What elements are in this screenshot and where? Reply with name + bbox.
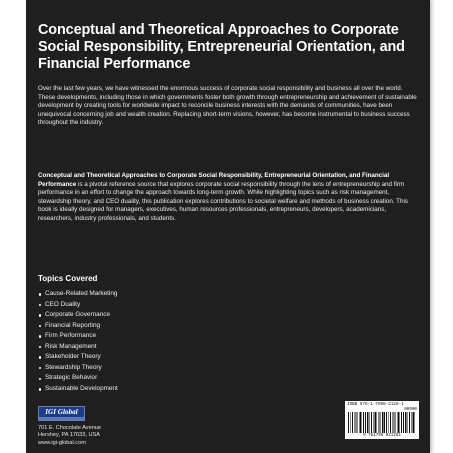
topics-list xyxy=(38,289,118,394)
description-paragraph-1: Over the last few years, we have witnessed the enormous success of corporate social responsibility and business all over the world. These developments, including those in which governments foster both growth through entrepreneurship and achievement of sustainable development by creating tools for worldwide impact to reconcile business interests with the demands of communities, have been unequivocal concerning job and wealth creation. Replacing short-term visions, however, has become instrumental to business success throughout the industry. xyxy=(38,85,417,127)
bullet-icon xyxy=(39,293,41,295)
bullet-icon xyxy=(39,378,41,380)
topic-item xyxy=(38,331,118,342)
topic-label: Financial Reporting xyxy=(45,321,101,329)
topic-label: Firm Performance xyxy=(45,332,97,340)
publisher-address xyxy=(38,425,101,447)
barcode-price-code: 90000 xyxy=(404,407,417,412)
bullet-icon xyxy=(39,356,41,358)
topic-label: Sustainable Development xyxy=(45,384,118,392)
bullet-icon xyxy=(39,304,41,306)
topic-item xyxy=(38,373,118,384)
description-paragraph-2 xyxy=(38,172,418,224)
topic-label: Cause-Related Marketing xyxy=(45,290,118,297)
bullet-icon xyxy=(39,388,41,390)
topic-label: Strategic Behavior xyxy=(45,374,98,382)
book-title: Conceptual and Theoretical Approaches to Corporate Social Responsibility, Entrepreneurial Orientation, and Financial Performance xyxy=(38,22,405,72)
bullet-icon xyxy=(39,325,41,327)
topic-label: Risk Management xyxy=(45,342,97,350)
topic-item xyxy=(38,321,118,332)
topic-item xyxy=(38,342,118,353)
description-paragraph-2-body: is a pivotal reference source that explores corporate social responsibility through the lens of entrepreneurship and firm performance in an effort to change the approach towards long-term growth. While highlighting topics such as risk management, stewardship theory, and CEO duality, this publication explores contributions to societal welfare and methods of business creation. This book is ideally designed for managers, executives, human resources professionals, entrepreneurs, developers, academicians, researchers, industry professionals, and students. xyxy=(38,180,408,222)
topic-item xyxy=(38,352,118,363)
bullet-icon xyxy=(39,367,41,369)
publisher-logo-text: IGI Global xyxy=(39,407,84,417)
barcode-bars-icon xyxy=(348,412,416,433)
bullet-icon xyxy=(39,314,41,316)
topic-label: Stewardship Theory xyxy=(45,363,102,371)
publisher-website: www.igi-global.com xyxy=(38,439,86,446)
barcode-digits: 9 781799 821281 xyxy=(363,433,401,438)
isbn-number: ISBN 978-1-7998-2128-1 xyxy=(347,402,404,407)
address-line-2: Hershey, PA 17033, USA xyxy=(38,432,100,439)
book-back-cover xyxy=(26,0,430,453)
topic-item xyxy=(38,384,118,395)
publisher-logo xyxy=(38,406,85,421)
publisher-logo-strip xyxy=(39,417,84,420)
description-title-emphasis: Conceptual and Theoretical Approaches to Corporate Social Responsibility, Entrepreneurial Orientation, and Financial Performance xyxy=(38,172,390,188)
topic-item xyxy=(38,300,118,311)
topic-item xyxy=(38,289,118,300)
topic-label: CEO Duality xyxy=(45,300,81,308)
topic-label: Corporate Governance xyxy=(45,311,111,319)
topic-label: Stakeholder Theory xyxy=(45,353,101,361)
topic-item xyxy=(38,310,118,321)
bullet-icon xyxy=(39,346,41,348)
isbn-barcode xyxy=(345,401,419,439)
topic-item xyxy=(38,363,118,374)
bullet-icon xyxy=(39,335,41,337)
topics-heading: Topics Covered xyxy=(38,274,98,283)
address-line-1: 701 E. Chocolate Avenue xyxy=(38,425,102,431)
